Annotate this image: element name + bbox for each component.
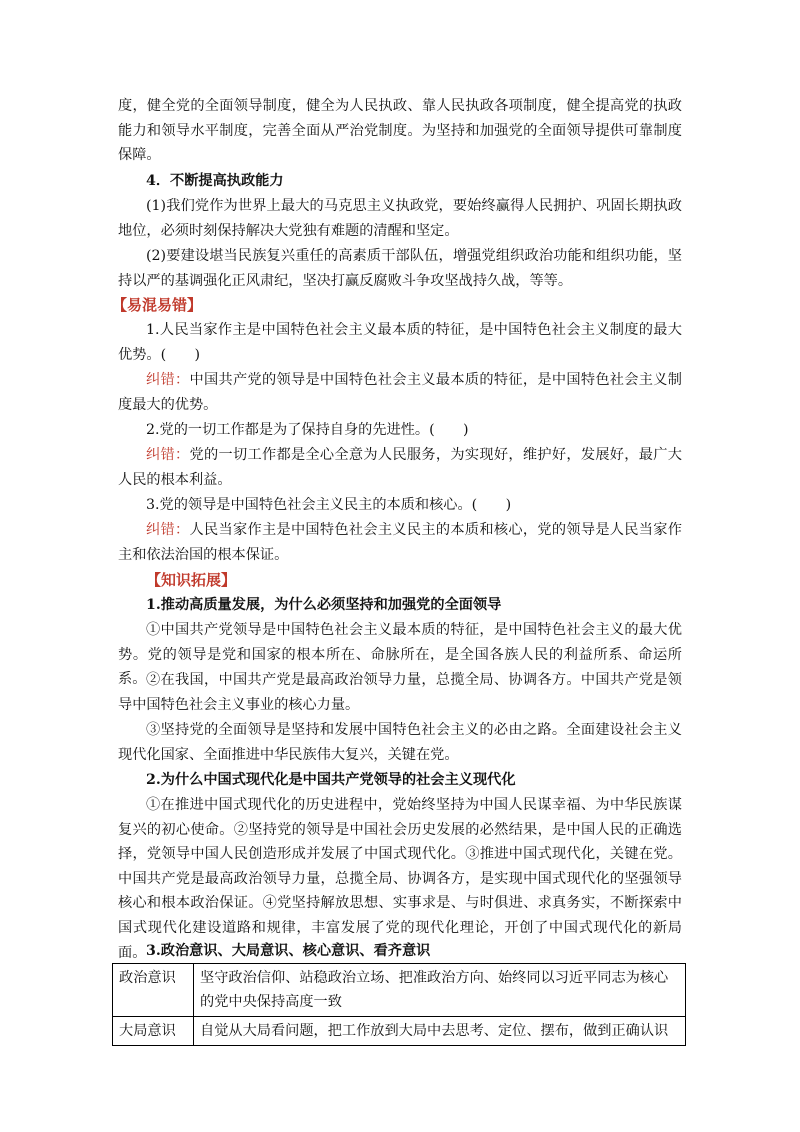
extension-1-title: 1.推动高质量发展，为什么必须坚持和加强党的全面领导 (146, 597, 502, 613)
extension-2-title: 2.为什么中国式现代化是中国共产党领导的社会主义现代化 (146, 772, 516, 788)
extension-3-title: 3.政治意识、大局意识、核心意识、看齐意识 (146, 943, 431, 959)
table-row (113, 964, 686, 1017)
correction-3 (118, 518, 682, 567)
item-2: (2)要建设堪当民族复兴重任的高素质干部队伍，增强党组织政治功能和组织功能，坚持以严的基调强化正风肃纪，坚决打赢反腐败斗争攻坚战持久战，等等。 (118, 248, 682, 289)
correction-3-text: 人民当家作主是中国特色社会主义民主的本质和核心，党的领导是人民当家作主和依法治国的根本保证。 (118, 522, 682, 563)
question-3: 3.党的领导是中国特色社会主义民主的本质和核心。( ) (146, 497, 512, 513)
top-paragraph: 度，健全党的全面领导制度，健全为人民执政、靠人民执政各项制度，健全提高党的执政能力和领导水平制度，完善全面从严治党制度。为坚持和加强党的全面领导提供可靠制度保障。 (118, 98, 682, 164)
table-description: 坚守政治信仰、站稳政治立场、把准政治方向、始终同以习近平同志为核心的党中央保持高度一致 (194, 964, 686, 1017)
correction-label: 纠错： (146, 522, 190, 538)
correction-2-text: 党的一切工作都是全心全意为人民服务，为实现好，维护好，发展好，最广大人民的根本利益。 (118, 447, 682, 488)
table-description: 自觉从大局看问题，把工作放到大局中去思考、定位、摆布，做到正确认识 (194, 1017, 686, 1046)
question-2: 2.党的一切工作都是为了保持自身的先进性。( ) (146, 422, 469, 438)
table-term: 大局意识 (113, 1017, 194, 1046)
extension-1-paragraph-3: ③坚持党的全面领导是坚持和发展中国特色社会主义的必由之路。全面建设社会主义现代化国家、全面推进中华民族伟大复兴，关键在党。 (118, 722, 682, 763)
extension-2-paragraph: ①在推进中国式现代化的历史进程中，党始终坚持为中国人民谋幸福、为中华民族谋复兴的初心使命。②坚持党的领导是中国社会历史发展的必然结果，是中国人民的正确选择，党领导中国人民创造形成并发展了中国式现代化。③推进中国式现代化，关键在党。中国共产党是最高政治领导力量，总揽全局、协调各方，是实现中国式现代化的坚强领导核心和根本政治保证。④党坚持解放思想、实事求是、与时俱进、求真务实，不断探索中国式现代化建设道路和规律，丰富发展了党的现代化理论，开创了中国式现代化的新局面。 (118, 797, 682, 961)
extension-title: 【知识拓展】 (146, 571, 237, 589)
correction-1 (118, 368, 682, 417)
correction-label: 纠错： (146, 447, 190, 463)
extension-1-paragraph-1: ①中国共产党领导是中国特色社会主义最本质的特征，是中国特色社会主义的最大优势。党的领导是党和国家的根本所在、命脉所在，是全国各族人民的利益所系、命运所系。 (118, 622, 682, 688)
question-1: 1.人民当家作主是中国特色社会主义最本质的特征，是中国特色社会主义制度的最大优势。( ) (118, 322, 682, 363)
table-row (113, 1017, 686, 1046)
heading-4: 4．不断提高执政能力 (146, 173, 284, 189)
table-term: 政治意识 (113, 964, 194, 1017)
correction-2 (118, 443, 682, 492)
correction-label: 纠错： (146, 372, 190, 388)
extension-1-paragraph-2: ②在我国，中国共产党是最高政治领导力量，总揽全局、协调各方。中国共产党是领导中国特色社会主义事业的核心力量。 (118, 672, 682, 713)
correction-1-text: 中国共产党的领导是中国特色社会主义最本质的特征，是中国特色社会主义制度最大的优势。 (118, 372, 682, 413)
confusion-title: 【易混易错】 (112, 296, 203, 314)
item-1: (1)我们党作为世界上最大的马克思主义执政党，要始终赢得人民拥护、巩固长期执政地位，必须时刻保持解决大党独有难题的清醒和坚定。 (118, 198, 682, 239)
awareness-table (112, 963, 686, 1046)
